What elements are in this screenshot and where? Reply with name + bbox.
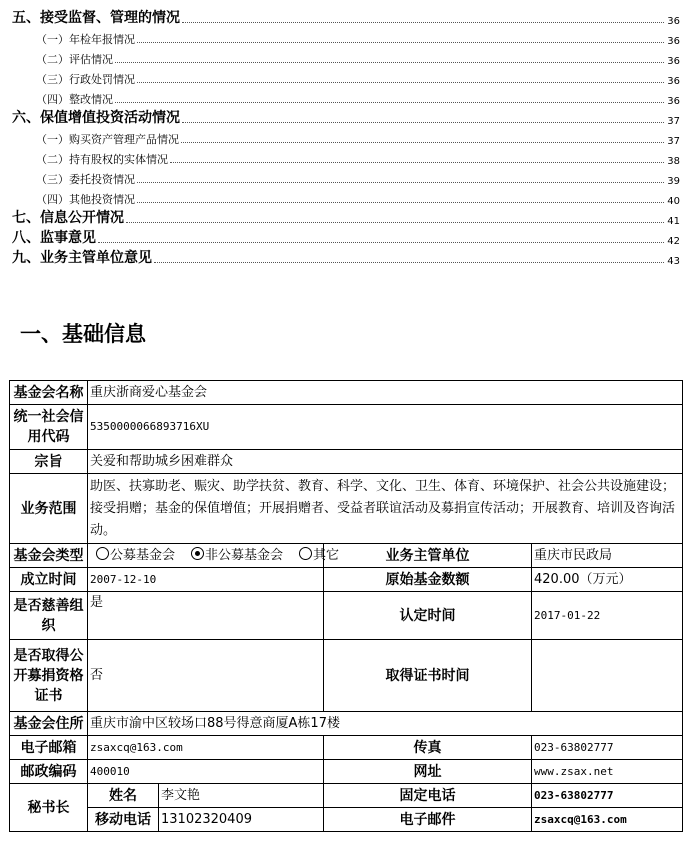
certified-value: 2017-01-22 bbox=[532, 592, 683, 640]
toc-dot-leader bbox=[182, 122, 664, 123]
toc-entry[interactable] bbox=[12, 127, 680, 147]
toc-page-number: 36 bbox=[667, 56, 680, 67]
toc-page-number: 37 bbox=[667, 116, 680, 127]
fax-value: 023-63802777 bbox=[532, 736, 683, 760]
web-value: www.zsax.net bbox=[532, 760, 683, 784]
section-title: 一、基础信息 bbox=[20, 322, 146, 346]
toc-entry[interactable] bbox=[12, 187, 680, 207]
type-option-label: 非公募基金会 bbox=[205, 547, 284, 563]
toc-entry-title: 九、业务主管单位意见 bbox=[12, 247, 154, 267]
toc-entry[interactable] bbox=[12, 7, 680, 27]
toc-entry[interactable] bbox=[12, 227, 680, 247]
type-options bbox=[88, 544, 340, 568]
toc-page-number: 39 bbox=[667, 176, 680, 187]
founded-label: 成立时间 bbox=[10, 568, 88, 592]
toc-entry-title: 八、监事意见 bbox=[12, 227, 98, 247]
toc-entry[interactable] bbox=[12, 27, 680, 47]
supervisor-value: 重庆市民政局 bbox=[532, 544, 683, 568]
toc-entry-title: （三）委托投资情况 bbox=[36, 173, 135, 186]
toc-page-number: 38 bbox=[667, 156, 680, 167]
credit-value: 5350000066893716XU bbox=[88, 405, 683, 450]
toc-dot-leader bbox=[154, 262, 664, 263]
type-label: 基金会类型 bbox=[10, 544, 88, 568]
toc-entry-title: （四）其他投资情况 bbox=[36, 193, 135, 206]
toc-dot-leader bbox=[137, 42, 664, 43]
toc-entry[interactable] bbox=[12, 147, 680, 167]
toc-dot-leader bbox=[115, 102, 664, 103]
certified-label: 认定时间 bbox=[324, 592, 532, 640]
toc-page-number: 42 bbox=[667, 236, 680, 247]
toc-entry-title: （一）年检年报情况 bbox=[36, 33, 135, 46]
toc-entry[interactable] bbox=[12, 107, 680, 127]
sec-mobile-value: 13102320409 bbox=[159, 808, 324, 832]
toc-dot-leader bbox=[181, 142, 664, 143]
public-value: 否 bbox=[88, 640, 324, 712]
toc-dot-leader bbox=[170, 162, 664, 163]
type-option-label: 公募基金会 bbox=[110, 547, 176, 563]
founded-value: 2007-12-10 bbox=[88, 568, 324, 592]
toc-page-number: 43 bbox=[667, 256, 680, 267]
email-label: 电子邮箱 bbox=[10, 736, 88, 760]
zip-label: 邮政编码 bbox=[10, 760, 88, 784]
type-option[interactable] bbox=[293, 548, 339, 563]
secretary-label: 秘书长 bbox=[10, 784, 88, 832]
toc-entry[interactable] bbox=[12, 247, 680, 267]
name-value: 重庆浙商爱心基金会 bbox=[88, 381, 683, 405]
toc-dot-leader bbox=[182, 22, 664, 23]
toc-page-number: 36 bbox=[667, 96, 680, 107]
toc-page-number: 36 bbox=[667, 16, 680, 27]
toc-page-number: 37 bbox=[667, 136, 680, 147]
purpose-label: 宗旨 bbox=[10, 450, 88, 474]
cert-time-value bbox=[532, 640, 683, 712]
toc-dot-leader bbox=[115, 62, 664, 63]
sec-phone-value: 023-63802777 bbox=[532, 784, 683, 808]
name-label: 基金会名称 bbox=[10, 381, 88, 405]
credit-label: 统一社会信用代码 bbox=[10, 405, 88, 450]
email-value: zsaxcq@163.com bbox=[88, 736, 324, 760]
toc-entry-title: （一）购买资产管理产品情况 bbox=[36, 133, 179, 146]
toc-page-number: 40 bbox=[667, 196, 680, 207]
fund-label: 原始基金数额 bbox=[324, 568, 532, 592]
toc-entry-title: （二）评估情况 bbox=[36, 53, 113, 66]
sec-name-label: 姓名 bbox=[88, 784, 159, 808]
address-value: 重庆市渝中区较场口88号得意商厦A栋17楼 bbox=[88, 712, 683, 736]
basic-info-table bbox=[9, 380, 683, 832]
sec-email-label: 电子邮件 bbox=[324, 808, 532, 832]
public-label: 是否取得公开募捐资格证书 bbox=[10, 640, 88, 712]
table-of-contents bbox=[12, 7, 680, 267]
toc-page-number: 36 bbox=[667, 76, 680, 87]
toc-entry-title: 六、保值增值投资活动情况 bbox=[12, 107, 182, 127]
sec-mobile-label: 移动电话 bbox=[88, 808, 159, 832]
toc-dot-leader bbox=[137, 182, 664, 183]
sec-email-value: zsaxcq@163.com bbox=[532, 808, 683, 832]
toc-entry[interactable] bbox=[12, 207, 680, 227]
web-label: 网址 bbox=[324, 760, 532, 784]
toc-page-number: 36 bbox=[667, 36, 680, 47]
toc-dot-leader bbox=[137, 202, 664, 203]
toc-dot-leader bbox=[98, 242, 664, 243]
type-option[interactable] bbox=[185, 548, 283, 563]
radio-icon bbox=[191, 547, 204, 560]
type-option-label: 其它 bbox=[313, 547, 340, 563]
fund-value: 420.00（万元） bbox=[532, 568, 683, 592]
toc-entry-title: （三）行政处罚情况 bbox=[36, 73, 135, 86]
toc-entry[interactable] bbox=[12, 87, 680, 107]
toc-dot-leader bbox=[126, 222, 664, 223]
charity-label: 是否慈善组织 bbox=[10, 592, 88, 640]
sec-phone-label: 固定电话 bbox=[324, 784, 532, 808]
address-label: 基金会住所 bbox=[10, 712, 88, 736]
scope-label: 业务范围 bbox=[10, 474, 88, 544]
zip-value: 400010 bbox=[88, 760, 324, 784]
radio-icon bbox=[96, 547, 109, 560]
toc-page-number: 41 bbox=[667, 216, 680, 227]
radio-icon bbox=[299, 547, 312, 560]
charity-value: 是 bbox=[88, 592, 324, 640]
toc-dot-leader bbox=[137, 82, 664, 83]
scope-value: 助医、扶寡助老、赈灾、助学扶贫、教育、科学、文化、卫生、体育、环境保护、社会公共设施建设；接受捐赠；基金的保值增值；开展捐赠者、受益者联谊活动及募捐宣传活动；开展教育、培训及咨询活动。 bbox=[88, 474, 683, 544]
sec-name-value: 李文艳 bbox=[159, 784, 324, 808]
toc-entry[interactable] bbox=[12, 47, 680, 67]
supervisor-label: 业务主管单位 bbox=[324, 544, 532, 568]
toc-entry-title: 七、信息公开情况 bbox=[12, 207, 126, 227]
toc-entry-title: （二）持有股权的实体情况 bbox=[36, 153, 168, 166]
toc-entry-title: （四）整改情况 bbox=[36, 93, 113, 106]
cert-time-label: 取得证书时间 bbox=[324, 640, 532, 712]
toc-entry[interactable] bbox=[12, 167, 680, 187]
type-option[interactable] bbox=[90, 548, 175, 563]
toc-entry-title: 五、接受监督、管理的情况 bbox=[12, 7, 182, 27]
fax-label: 传真 bbox=[324, 736, 532, 760]
toc-entry[interactable] bbox=[12, 67, 680, 87]
purpose-value: 关爱和帮助城乡困难群众 bbox=[88, 450, 683, 474]
